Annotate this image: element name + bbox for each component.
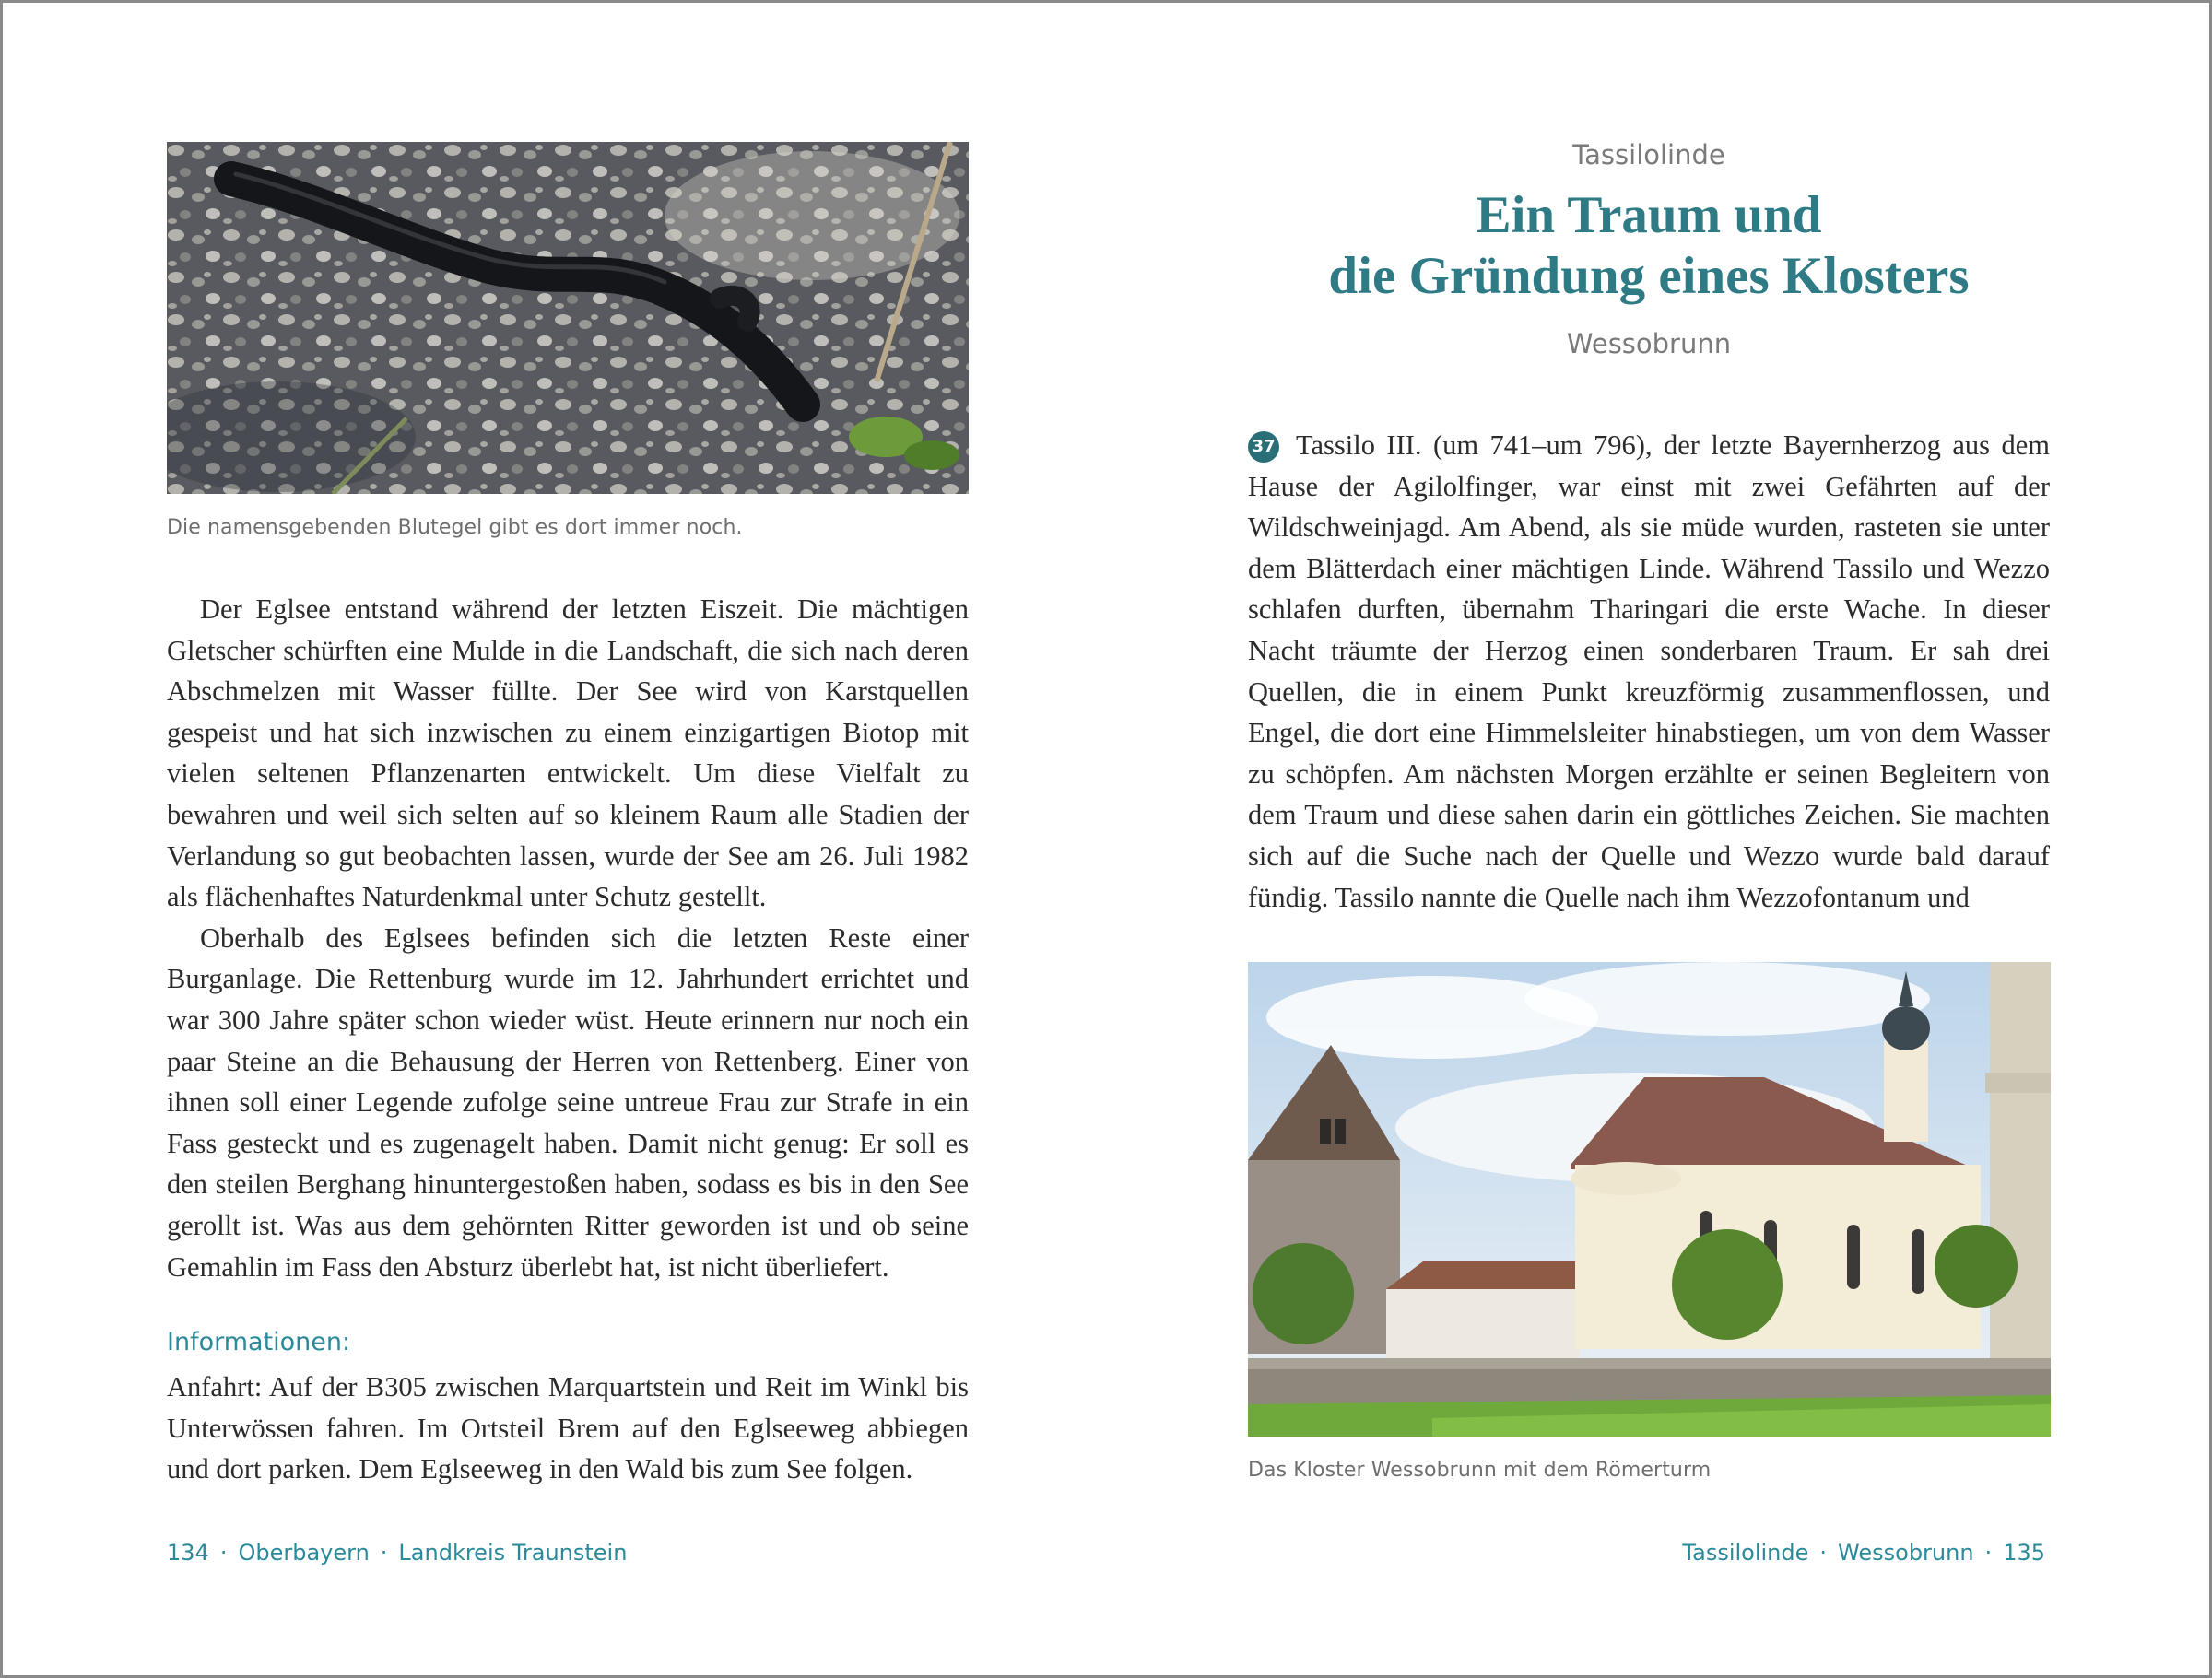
separator: · bbox=[219, 1540, 228, 1566]
separator: · bbox=[1984, 1540, 1993, 1566]
footer-district: Landkreis Traunstein bbox=[398, 1540, 628, 1566]
paragraph bbox=[1248, 425, 2050, 918]
photo-caption: Die namensgebenden Blutegel gibt es dort immer noch. bbox=[167, 516, 743, 539]
info-text bbox=[167, 1367, 969, 1490]
photo-caption: Das Kloster Wessobrunn mit dem Römerturm bbox=[1248, 1459, 1712, 1482]
paragraph: Der Eglsee entstand während der letzten Eiszeit. Die mächtigen Gletscher schürften eine Mulde in die Landschaft, die sich nach deren Abschmelzen mit Wasser füllte. Der See wird von Karstquellen gespeist und hat sich inzwischen zu einem einzigartigen Biotop mit vielen seltenen Pflanzenarten entwickelt. Um diese Vielfalt zu bewahren und weil sich selten auf so kleinem Raum alle Stadien der Verlandung so gut beobachten lassen, wurde der See am 26. Juli 1982 als flächenhaftes Naturdenkmal unter Schutz gestellt. bbox=[167, 593, 969, 913]
title-line: Ein Traum und bbox=[1476, 186, 1822, 244]
left-body-text bbox=[167, 589, 969, 1287]
chapter-title bbox=[1248, 185, 2050, 307]
leech-photo bbox=[167, 142, 969, 494]
place-name: Wessobrunn bbox=[1566, 328, 1732, 359]
footer-left bbox=[167, 1540, 627, 1566]
entry-number-badge: 37 bbox=[1248, 431, 1279, 463]
separator: · bbox=[1819, 1540, 1828, 1566]
info-paragraph: Anfahrt: Auf der B305 zwischen Marquartstein und Reit im Winkl bis Unterwössen fahren. Im Ortsteil Brem auf den Eglseeweg abbiegen und dort parken. Dem Eglseeweg in den Wald bis zum See folgen. bbox=[167, 1371, 969, 1485]
info-heading: Informationen: bbox=[167, 1328, 351, 1356]
page-number: 134 bbox=[167, 1540, 209, 1566]
paragraph-text: Tassilo III. (um 741–um 796), der letzte Bayernherzog aus dem Hause der Agilolfinger, war einst mit zwei Gefährten auf der Wildschweinjagd. Am Abend, als sie müde wurden, rasteten sie unter dem Blätterdach einer mächtigen Linde. Während Tassilo und Wezzo schlafen durften, übernahm Tharingari die erste Wache. In dieser Nacht träumte der Herzog einen sonderbaren Traum. Er sah drei Quellen, die in einem Punkt kreuzförmig zusammenflossen, und Engel, die dort eine Himmelsleiter hinabstiegen, um von dem Wasser zu schöpfen. Am nächsten Morgen erzählte er seinen Begleitern von dem Traum und diese sahen darin ein göttliches Zeichen. Sie machten sich auf die Suche nach der Quelle und Wezzo wurde bald darauf fündig. Tassilo nannte die Quelle nach ihm Wezzofontanum und bbox=[1248, 429, 2050, 913]
paragraph: Oberhalb des Eglsees befinden sich die letzten Reste einer Burganlage. Die Rettenburg wurde im 12. Jahrhundert errichtet und war 300 Jahre später schon wieder wüst. Heute erinnern nur noch ein paar Steine an die Behausung der Herren von Rettenberg. Einer von ihnen soll einer Legende zufolge seine untreue Frau zur Strafe in ein Fass gesteckt und es zugenagelt haben. Damit nicht genug: Er soll es den steilen Berghang hinuntergestoßen haben, sodass es bis in den See gerollt ist. Was aus dem gehörnten Ritter geworden ist und ob seine Gemahlin im Fass den Absturz überlebt hat, ist nicht überliefert. bbox=[167, 921, 969, 1283]
section-kicker: Tassilolinde bbox=[1572, 139, 1725, 170]
footer-place: Wessobrunn bbox=[1838, 1540, 1974, 1566]
footer-right bbox=[1682, 1540, 2045, 1566]
title-line: die Gründung eines Klosters bbox=[1328, 247, 1970, 305]
right-body-text bbox=[1248, 425, 2050, 918]
church-photo bbox=[1248, 962, 2051, 1437]
footer-section: Tassilolinde bbox=[1682, 1540, 1809, 1566]
page-number: 135 bbox=[2003, 1540, 2045, 1566]
separator: · bbox=[380, 1540, 388, 1566]
footer-region: Oberbayern bbox=[238, 1540, 370, 1566]
